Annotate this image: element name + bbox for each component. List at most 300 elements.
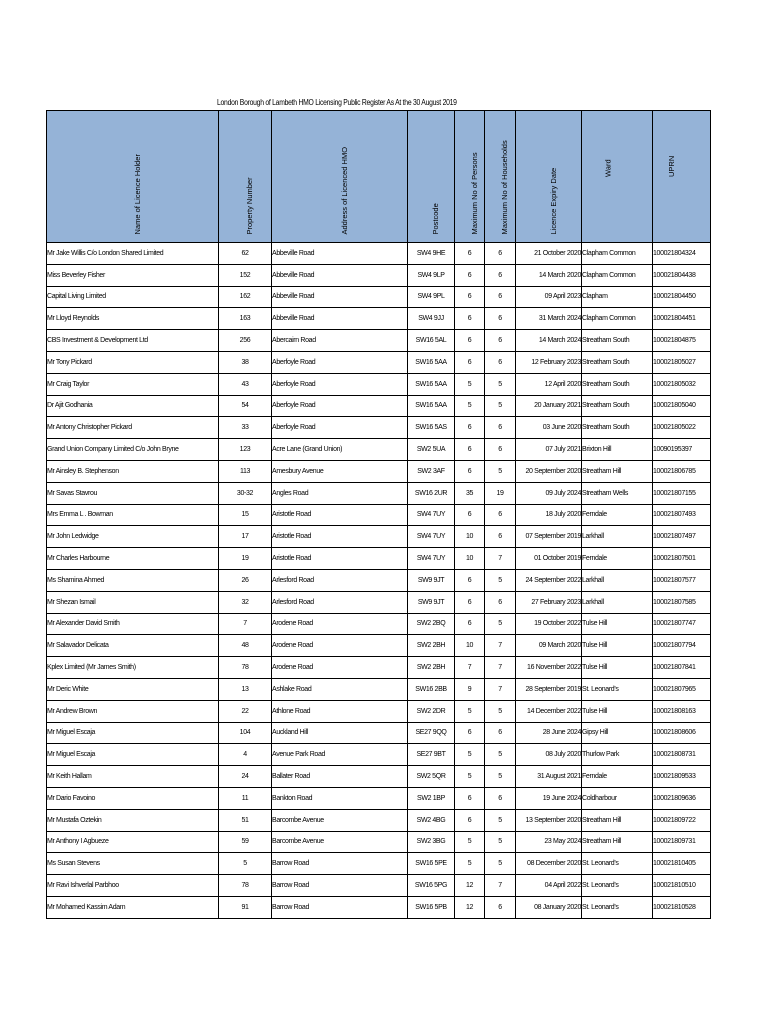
- cell-max-households: 6: [485, 591, 516, 613]
- table-row: [47, 286, 711, 308]
- cell-expiry: 09 April 2023: [516, 286, 582, 308]
- cell-expiry: 28 September 2019: [516, 678, 582, 700]
- cell-property-number: 24: [219, 766, 272, 788]
- cell-ward: Tulse Hill: [582, 700, 653, 722]
- cell-max-persons: 12: [455, 875, 485, 897]
- cell-max-persons: 6: [455, 504, 485, 526]
- cell-property-number: 22: [219, 700, 272, 722]
- cell-address: Aberfoyle Road: [272, 373, 408, 395]
- cell-postcode: SE27 9QQ: [408, 722, 455, 744]
- cell-uprn: 100021809533: [653, 766, 711, 788]
- table-row: [47, 264, 711, 286]
- cell-expiry: 18 July 2020: [516, 504, 582, 526]
- cell-uprn: 100021807747: [653, 613, 711, 635]
- cell-postcode: SW4 7UY: [408, 548, 455, 570]
- cell-expiry: 19 October 2022: [516, 613, 582, 635]
- cell-uprn: 100021807497: [653, 526, 711, 548]
- cell-property-number: 123: [219, 439, 272, 461]
- cell-max-households: 6: [485, 787, 516, 809]
- cell-uprn: 100021804438: [653, 264, 711, 286]
- cell-max-persons: 5: [455, 744, 485, 766]
- cell-uprn: 100021804875: [653, 330, 711, 352]
- cell-property-number: 62: [219, 243, 272, 265]
- cell-max-households: 7: [485, 678, 516, 700]
- cell-address: Barcombe Avenue: [272, 831, 408, 853]
- cell-holder: Mr Lloyd Reynolds: [47, 308, 219, 330]
- cell-max-persons: 6: [455, 569, 485, 591]
- cell-max-persons: 6: [455, 308, 485, 330]
- cell-max-persons: 9: [455, 678, 485, 700]
- cell-ward: Gipsy Hill: [582, 722, 653, 744]
- cell-uprn: 100021807577: [653, 569, 711, 591]
- cell-postcode: SW16 5PB: [408, 896, 455, 918]
- cell-max-households: 5: [485, 569, 516, 591]
- table-row: [47, 373, 711, 395]
- cell-postcode: SW4 7UY: [408, 504, 455, 526]
- table-row: [47, 460, 711, 482]
- cell-max-households: 5: [485, 853, 516, 875]
- cell-expiry: 03 June 2020: [516, 417, 582, 439]
- cell-address: Arodene Road: [272, 613, 408, 635]
- header-row: [47, 111, 711, 243]
- cell-holder: Mr Antony Christopher Pickard: [47, 417, 219, 439]
- table-row: [47, 722, 711, 744]
- cell-ward: Clapham: [582, 286, 653, 308]
- hmo-register-table: [46, 110, 711, 919]
- cell-max-households: 5: [485, 395, 516, 417]
- header-uprn: UPRN: [653, 111, 711, 243]
- table-row: [47, 831, 711, 853]
- cell-property-number: 152: [219, 264, 272, 286]
- cell-max-persons: 6: [455, 264, 485, 286]
- cell-ward: Larkhall: [582, 591, 653, 613]
- table-row: [47, 526, 711, 548]
- cell-holder: Mr John Ledwidge: [47, 526, 219, 548]
- cell-max-households: 6: [485, 896, 516, 918]
- cell-holder: Mr Charles Harbourne: [47, 548, 219, 570]
- cell-postcode: SW16 5AA: [408, 351, 455, 373]
- cell-uprn: 100021807155: [653, 482, 711, 504]
- cell-ward: Clapham Common: [582, 243, 653, 265]
- cell-holder: Mr Ravi Ishverlal Parbhoo: [47, 875, 219, 897]
- cell-property-number: 19: [219, 548, 272, 570]
- header-expiry: Licence Expiry Date: [516, 111, 582, 243]
- cell-expiry: 14 March 2024: [516, 330, 582, 352]
- cell-uprn: 100021807585: [653, 591, 711, 613]
- cell-holder: Grand Union Company Limited C/o John Bryne: [47, 439, 219, 461]
- cell-uprn: 100021805040: [653, 395, 711, 417]
- cell-property-number: 256: [219, 330, 272, 352]
- cell-postcode: SW16 5PG: [408, 875, 455, 897]
- cell-ward: Clapham Common: [582, 264, 653, 286]
- table-row: [47, 548, 711, 570]
- cell-holder: Mr Savas Stavrou: [47, 482, 219, 504]
- cell-expiry: 12 April 2020: [516, 373, 582, 395]
- cell-expiry: 09 March 2020: [516, 635, 582, 657]
- header-max-persons: Maximum No of Persons: [455, 111, 485, 243]
- cell-property-number: 32: [219, 591, 272, 613]
- cell-uprn: 100021808731: [653, 744, 711, 766]
- cell-max-households: 19: [485, 482, 516, 504]
- header-address: Address of Licenced HMO: [272, 111, 408, 243]
- table-row: [47, 787, 711, 809]
- cell-property-number: 54: [219, 395, 272, 417]
- cell-property-number: 11: [219, 787, 272, 809]
- cell-postcode: SW4 9HE: [408, 243, 455, 265]
- table-row: [47, 439, 711, 461]
- cell-postcode: SW2 4BG: [408, 809, 455, 831]
- cell-max-households: 6: [485, 439, 516, 461]
- cell-holder: Mr Jake Willis C/o London Shared Limited: [47, 243, 219, 265]
- cell-expiry: 31 August 2021: [516, 766, 582, 788]
- cell-address: Abbeville Road: [272, 264, 408, 286]
- cell-postcode: SW16 5AA: [408, 395, 455, 417]
- cell-address: Barrow Road: [272, 896, 408, 918]
- cell-address: Avenue Park Road: [272, 744, 408, 766]
- cell-postcode: SW2 2BQ: [408, 613, 455, 635]
- header-max-households: Maximum No of Households: [485, 111, 516, 243]
- cell-holder: Kplex Limited (Mr James Smith): [47, 657, 219, 679]
- cell-address: Aristotle Road: [272, 504, 408, 526]
- cell-holder: Mr Anthony I Agbueze: [47, 831, 219, 853]
- table-row: [47, 351, 711, 373]
- cell-holder: Miss Beverley Fisher: [47, 264, 219, 286]
- cell-ward: Clapham Common: [582, 308, 653, 330]
- header-holder: Name of Licence Holder: [47, 111, 219, 243]
- cell-max-persons: 6: [455, 787, 485, 809]
- cell-max-persons: 12: [455, 896, 485, 918]
- cell-postcode: SW2 3BG: [408, 831, 455, 853]
- cell-expiry: 19 June 2024: [516, 787, 582, 809]
- cell-max-households: 6: [485, 286, 516, 308]
- cell-holder: Capital Living Limited: [47, 286, 219, 308]
- cell-postcode: SW4 9JJ: [408, 308, 455, 330]
- table-row: [47, 875, 711, 897]
- cell-address: Auckland Hill: [272, 722, 408, 744]
- cell-uprn: 100021807501: [653, 548, 711, 570]
- cell-max-persons: 5: [455, 853, 485, 875]
- cell-max-households: 5: [485, 744, 516, 766]
- cell-address: Aberfoyle Road: [272, 395, 408, 417]
- cell-max-households: 5: [485, 373, 516, 395]
- cell-expiry: 07 July 2021: [516, 439, 582, 461]
- cell-max-persons: 6: [455, 591, 485, 613]
- cell-property-number: 104: [219, 722, 272, 744]
- cell-expiry: 24 September 2022: [516, 569, 582, 591]
- cell-max-persons: 5: [455, 373, 485, 395]
- cell-property-number: 26: [219, 569, 272, 591]
- cell-address: Ashlake Road: [272, 678, 408, 700]
- cell-max-households: 5: [485, 766, 516, 788]
- cell-holder: Mr Shezan Ismail: [47, 591, 219, 613]
- cell-uprn: 100021810528: [653, 896, 711, 918]
- cell-property-number: 33: [219, 417, 272, 439]
- cell-address: Acre Lane (Grand Union): [272, 439, 408, 461]
- cell-postcode: SW9 9JT: [408, 591, 455, 613]
- cell-property-number: 7: [219, 613, 272, 635]
- cell-expiry: 20 January 2021: [516, 395, 582, 417]
- cell-ward: St. Leonard's: [582, 896, 653, 918]
- cell-holder: CBS Investment & Development Ltd: [47, 330, 219, 352]
- cell-address: Barrow Road: [272, 875, 408, 897]
- cell-holder: Mr Dario Favoino: [47, 787, 219, 809]
- cell-uprn: 100021810510: [653, 875, 711, 897]
- table-row: [47, 635, 711, 657]
- cell-max-households: 5: [485, 700, 516, 722]
- cell-ward: Larkhall: [582, 526, 653, 548]
- cell-ward: Streatham South: [582, 395, 653, 417]
- cell-uprn: 100021805027: [653, 351, 711, 373]
- cell-postcode: SW16 5AL: [408, 330, 455, 352]
- cell-uprn: 100021804450: [653, 286, 711, 308]
- cell-holder: Mr Keith Hallam: [47, 766, 219, 788]
- cell-holder: Mr Miguel Escaja: [47, 722, 219, 744]
- cell-ward: Streatham Wells: [582, 482, 653, 504]
- cell-holder: Mrs Emma L . Bowman: [47, 504, 219, 526]
- table-row: [47, 700, 711, 722]
- cell-ward: Streatham South: [582, 351, 653, 373]
- cell-max-persons: 5: [455, 700, 485, 722]
- cell-postcode: SE27 9BT: [408, 744, 455, 766]
- cell-property-number: 38: [219, 351, 272, 373]
- cell-property-number: 48: [219, 635, 272, 657]
- cell-ward: Streatham South: [582, 417, 653, 439]
- table-row: [47, 330, 711, 352]
- cell-holder: Mr Craig Taylor: [47, 373, 219, 395]
- cell-max-households: 6: [485, 417, 516, 439]
- cell-expiry: 23 May 2024: [516, 831, 582, 853]
- cell-holder: Mr Tony Pickard: [47, 351, 219, 373]
- cell-max-households: 5: [485, 831, 516, 853]
- cell-address: Amesbury Avenue: [272, 460, 408, 482]
- cell-postcode: SW16 5PE: [408, 853, 455, 875]
- cell-max-households: 6: [485, 526, 516, 548]
- cell-postcode: SW16 2BB: [408, 678, 455, 700]
- cell-holder: Mr Deric White: [47, 678, 219, 700]
- cell-uprn: 100021806785: [653, 460, 711, 482]
- cell-uprn: 100021807841: [653, 657, 711, 679]
- cell-address: Arlesford Road: [272, 591, 408, 613]
- table-row: [47, 766, 711, 788]
- cell-max-households: 7: [485, 548, 516, 570]
- cell-max-households: 6: [485, 330, 516, 352]
- cell-holder: Ms Shamina Ahmed: [47, 569, 219, 591]
- cell-ward: Larkhall: [582, 569, 653, 591]
- cell-expiry: 20 September 2020: [516, 460, 582, 482]
- cell-postcode: SW2 2BH: [408, 635, 455, 657]
- cell-postcode: SW2 2BH: [408, 657, 455, 679]
- cell-max-persons: 6: [455, 722, 485, 744]
- cell-property-number: 78: [219, 657, 272, 679]
- cell-holder: Mr Miguel Escaja: [47, 744, 219, 766]
- cell-expiry: 16 November 2022: [516, 657, 582, 679]
- cell-property-number: 15: [219, 504, 272, 526]
- cell-holder: Dr Ajit Godhania: [47, 395, 219, 417]
- cell-max-persons: 10: [455, 548, 485, 570]
- cell-postcode: SW4 7UY: [408, 526, 455, 548]
- cell-expiry: 08 December 2020: [516, 853, 582, 875]
- cell-address: Aristotle Road: [272, 548, 408, 570]
- cell-expiry: 21 October 2020: [516, 243, 582, 265]
- cell-max-households: 6: [485, 243, 516, 265]
- cell-ward: Streatham South: [582, 330, 653, 352]
- cell-property-number: 113: [219, 460, 272, 482]
- cell-max-persons: 6: [455, 330, 485, 352]
- cell-holder: Mr Ainsley B. Stephenson: [47, 460, 219, 482]
- cell-postcode: SW16 5AS: [408, 417, 455, 439]
- cell-holder: Mr Alexander David Smith: [47, 613, 219, 635]
- cell-max-persons: 7: [455, 657, 485, 679]
- cell-ward: Ferndale: [582, 504, 653, 526]
- cell-uprn: 100021804324: [653, 243, 711, 265]
- cell-expiry: 13 September 2020: [516, 809, 582, 831]
- cell-postcode: SW16 2UR: [408, 482, 455, 504]
- cell-max-households: 6: [485, 722, 516, 744]
- cell-address: Barrow Road: [272, 853, 408, 875]
- cell-postcode: SW16 5AA: [408, 373, 455, 395]
- cell-max-persons: 6: [455, 351, 485, 373]
- cell-holder: Mr Andrew Brown: [47, 700, 219, 722]
- cell-max-persons: 5: [455, 831, 485, 853]
- cell-ward: Ferndale: [582, 548, 653, 570]
- cell-max-households: 6: [485, 308, 516, 330]
- cell-expiry: 04 April 2022: [516, 875, 582, 897]
- cell-address: Aberfoyle Road: [272, 351, 408, 373]
- cell-holder: Mr Mohamed Kassim Adam: [47, 896, 219, 918]
- cell-address: Bankton Road: [272, 787, 408, 809]
- table-row: [47, 243, 711, 265]
- header-ward: Ward: [582, 111, 653, 243]
- cell-max-persons: 5: [455, 395, 485, 417]
- cell-ward: Streatham Hill: [582, 460, 653, 482]
- cell-max-persons: 6: [455, 286, 485, 308]
- cell-address: Barcombe Avenue: [272, 809, 408, 831]
- cell-property-number: 43: [219, 373, 272, 395]
- table-row: [47, 678, 711, 700]
- cell-uprn: 100021805032: [653, 373, 711, 395]
- cell-uprn: 100021809636: [653, 787, 711, 809]
- cell-ward: Ferndale: [582, 766, 653, 788]
- cell-ward: Tulse Hill: [582, 657, 653, 679]
- cell-expiry: 01 October 2019: [516, 548, 582, 570]
- register-rows: [47, 243, 711, 919]
- cell-max-persons: 6: [455, 613, 485, 635]
- cell-ward: Thurlow Park: [582, 744, 653, 766]
- cell-property-number: 4: [219, 744, 272, 766]
- cell-address: Arlesford Road: [272, 569, 408, 591]
- cell-max-persons: 6: [455, 439, 485, 461]
- cell-ward: St. Leonard's: [582, 875, 653, 897]
- cell-max-households: 6: [485, 351, 516, 373]
- cell-address: Arodene Road: [272, 635, 408, 657]
- cell-max-persons: 6: [455, 460, 485, 482]
- table-row: [47, 809, 711, 831]
- table-row: [47, 591, 711, 613]
- cell-ward: Tulse Hill: [582, 635, 653, 657]
- table-row: [47, 853, 711, 875]
- cell-max-households: 7: [485, 635, 516, 657]
- cell-ward: St. Leonard's: [582, 678, 653, 700]
- cell-property-number: 51: [219, 809, 272, 831]
- table-row: [47, 613, 711, 635]
- cell-max-households: 5: [485, 809, 516, 831]
- header-property-number: Property Number: [219, 111, 272, 243]
- cell-max-persons: 10: [455, 526, 485, 548]
- cell-address: Abercairn Road: [272, 330, 408, 352]
- cell-address: Arodene Road: [272, 657, 408, 679]
- cell-uprn: 100021807794: [653, 635, 711, 657]
- cell-address: Athlone Road: [272, 700, 408, 722]
- table-row: [47, 417, 711, 439]
- cell-postcode: SW2 5QR: [408, 766, 455, 788]
- cell-uprn: 100021809731: [653, 831, 711, 853]
- cell-address: Ballater Road: [272, 766, 408, 788]
- cell-address: Abbeville Road: [272, 286, 408, 308]
- table-row: [47, 657, 711, 679]
- cell-ward: Streatham South: [582, 373, 653, 395]
- cell-max-households: 5: [485, 613, 516, 635]
- cell-uprn: 100021804451: [653, 308, 711, 330]
- cell-uprn: 100021809722: [653, 809, 711, 831]
- document-title: London Borough of Lambeth HMO Licensing Public Register As At the 30 August 2019: [217, 98, 457, 107]
- cell-ward: Coldharbour: [582, 787, 653, 809]
- cell-ward: Streatham Hill: [582, 831, 653, 853]
- cell-expiry: 07 September 2019: [516, 526, 582, 548]
- cell-holder: Ms Susan Stevens: [47, 853, 219, 875]
- cell-expiry: 31 March 2024: [516, 308, 582, 330]
- table-row: [47, 504, 711, 526]
- cell-ward: Streatham Hill: [582, 809, 653, 831]
- cell-expiry: 08 January 2020: [516, 896, 582, 918]
- cell-ward: Brixton Hill: [582, 439, 653, 461]
- cell-address: Angles Road: [272, 482, 408, 504]
- cell-ward: Tulse Hill: [582, 613, 653, 635]
- cell-max-households: 6: [485, 504, 516, 526]
- cell-uprn: 100021805022: [653, 417, 711, 439]
- cell-postcode: SW2 2DR: [408, 700, 455, 722]
- cell-address: Aristotle Road: [272, 526, 408, 548]
- cell-expiry: 12 February 2023: [516, 351, 582, 373]
- cell-expiry: 14 December 2022: [516, 700, 582, 722]
- cell-expiry: 14 March 2020: [516, 264, 582, 286]
- cell-property-number: 13: [219, 678, 272, 700]
- table-row: [47, 482, 711, 504]
- cell-max-persons: 6: [455, 809, 485, 831]
- cell-uprn: 100021807965: [653, 678, 711, 700]
- cell-holder: Mr Salavador Delicata: [47, 635, 219, 657]
- cell-uprn: 100021808163: [653, 700, 711, 722]
- table-row: [47, 896, 711, 918]
- cell-max-households: 7: [485, 657, 516, 679]
- cell-postcode: SW2 3AF: [408, 460, 455, 482]
- cell-uprn: 10090195397: [653, 439, 711, 461]
- cell-postcode: SW2 5UA: [408, 439, 455, 461]
- cell-postcode: SW2 1BP: [408, 787, 455, 809]
- cell-postcode: SW4 9PL: [408, 286, 455, 308]
- cell-max-households: 5: [485, 460, 516, 482]
- cell-max-persons: 6: [455, 243, 485, 265]
- cell-max-persons: 35: [455, 482, 485, 504]
- cell-property-number: 59: [219, 831, 272, 853]
- cell-address: Aberfoyle Road: [272, 417, 408, 439]
- cell-max-persons: 10: [455, 635, 485, 657]
- cell-address: Abbeville Road: [272, 243, 408, 265]
- cell-uprn: 100021810405: [653, 853, 711, 875]
- cell-ward: St. Leonard's: [582, 853, 653, 875]
- cell-max-households: 6: [485, 264, 516, 286]
- cell-property-number: 163: [219, 308, 272, 330]
- cell-property-number: 91: [219, 896, 272, 918]
